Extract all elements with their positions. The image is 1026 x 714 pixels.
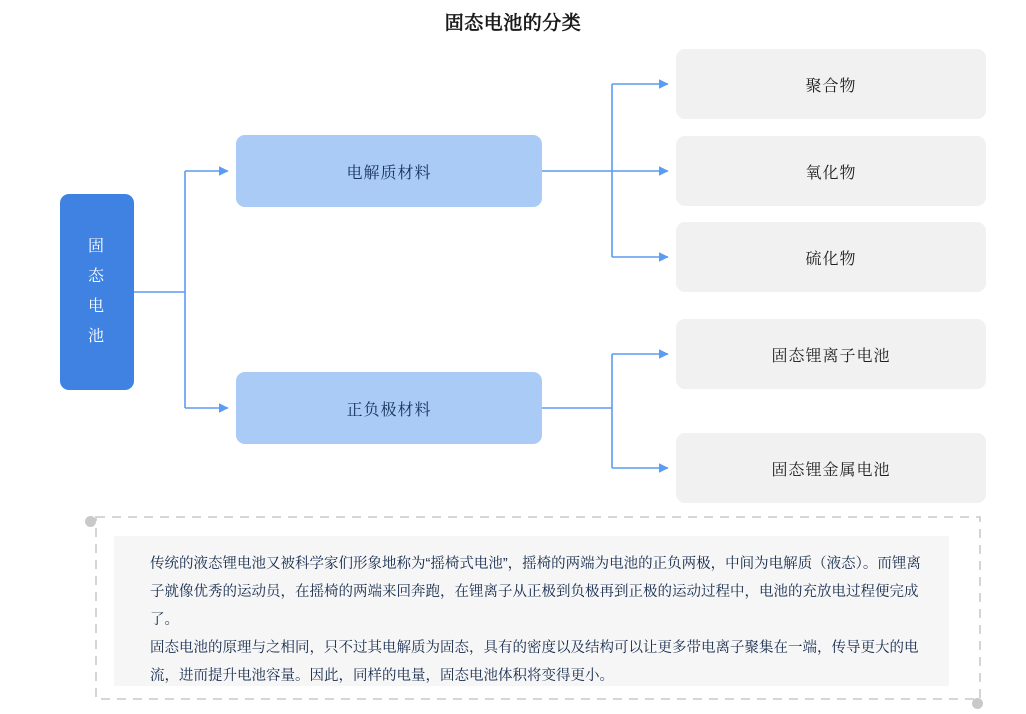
node-branch-electrolyte[interactable] <box>236 135 542 207</box>
footnote-text-box <box>114 536 949 686</box>
node-leaf-polymer-label: 聚合物 <box>805 77 857 95</box>
node-leaf-sulfide[interactable] <box>676 222 986 292</box>
node-root-label: 固态电池 <box>87 238 106 345</box>
node-root[interactable] <box>60 194 134 390</box>
node-leaf-solid-li-metal-battery-label: 固态锂金属电池 <box>771 461 891 479</box>
page-title: 固态电池的分类 <box>444 13 582 34</box>
node-branch-electrode-label: 正负极材料 <box>346 401 432 419</box>
node-leaf-sulfide-label: 硫化物 <box>805 250 857 268</box>
footnote-paragraph-2: 固态电池的原理与之相同，只不过其电解质为固态，具有的密度以及结构可以让更多带电离子聚集在一端，传导更大的电流，进而提升电池容量。因此，同样的电量，固态电池体积将变得更小。 <box>150 640 919 684</box>
footnote-dot-bottom-right <box>972 698 983 709</box>
footnote-paragraph-1: 传统的液态锂电池又被科学家们形象地称为“摇椅式电池”，摇椅的两端为电池的正负两极，中间为电解质（液态）。而锂离子就像优秀的运动员，在摇椅的两端来回奔跑，在锂离子从正极到负极再到正极的运动过程中，电池的充放电过程便完成了。 <box>150 556 921 628</box>
node-branch-electrolyte-label: 电解质材料 <box>346 164 432 182</box>
node-leaf-solid-li-ion-battery[interactable] <box>676 319 986 389</box>
node-leaf-solid-li-ion-battery-label: 固态锂离子电池 <box>771 347 891 365</box>
node-leaf-solid-li-metal-battery[interactable] <box>676 433 986 503</box>
node-leaf-oxide-label: 氧化物 <box>805 164 857 182</box>
node-leaf-oxide[interactable] <box>676 136 986 206</box>
footnote-container <box>88 513 988 707</box>
node-branch-electrode[interactable] <box>236 372 542 444</box>
footnote-dot-top-left <box>85 516 96 527</box>
node-leaf-polymer[interactable] <box>676 49 986 119</box>
